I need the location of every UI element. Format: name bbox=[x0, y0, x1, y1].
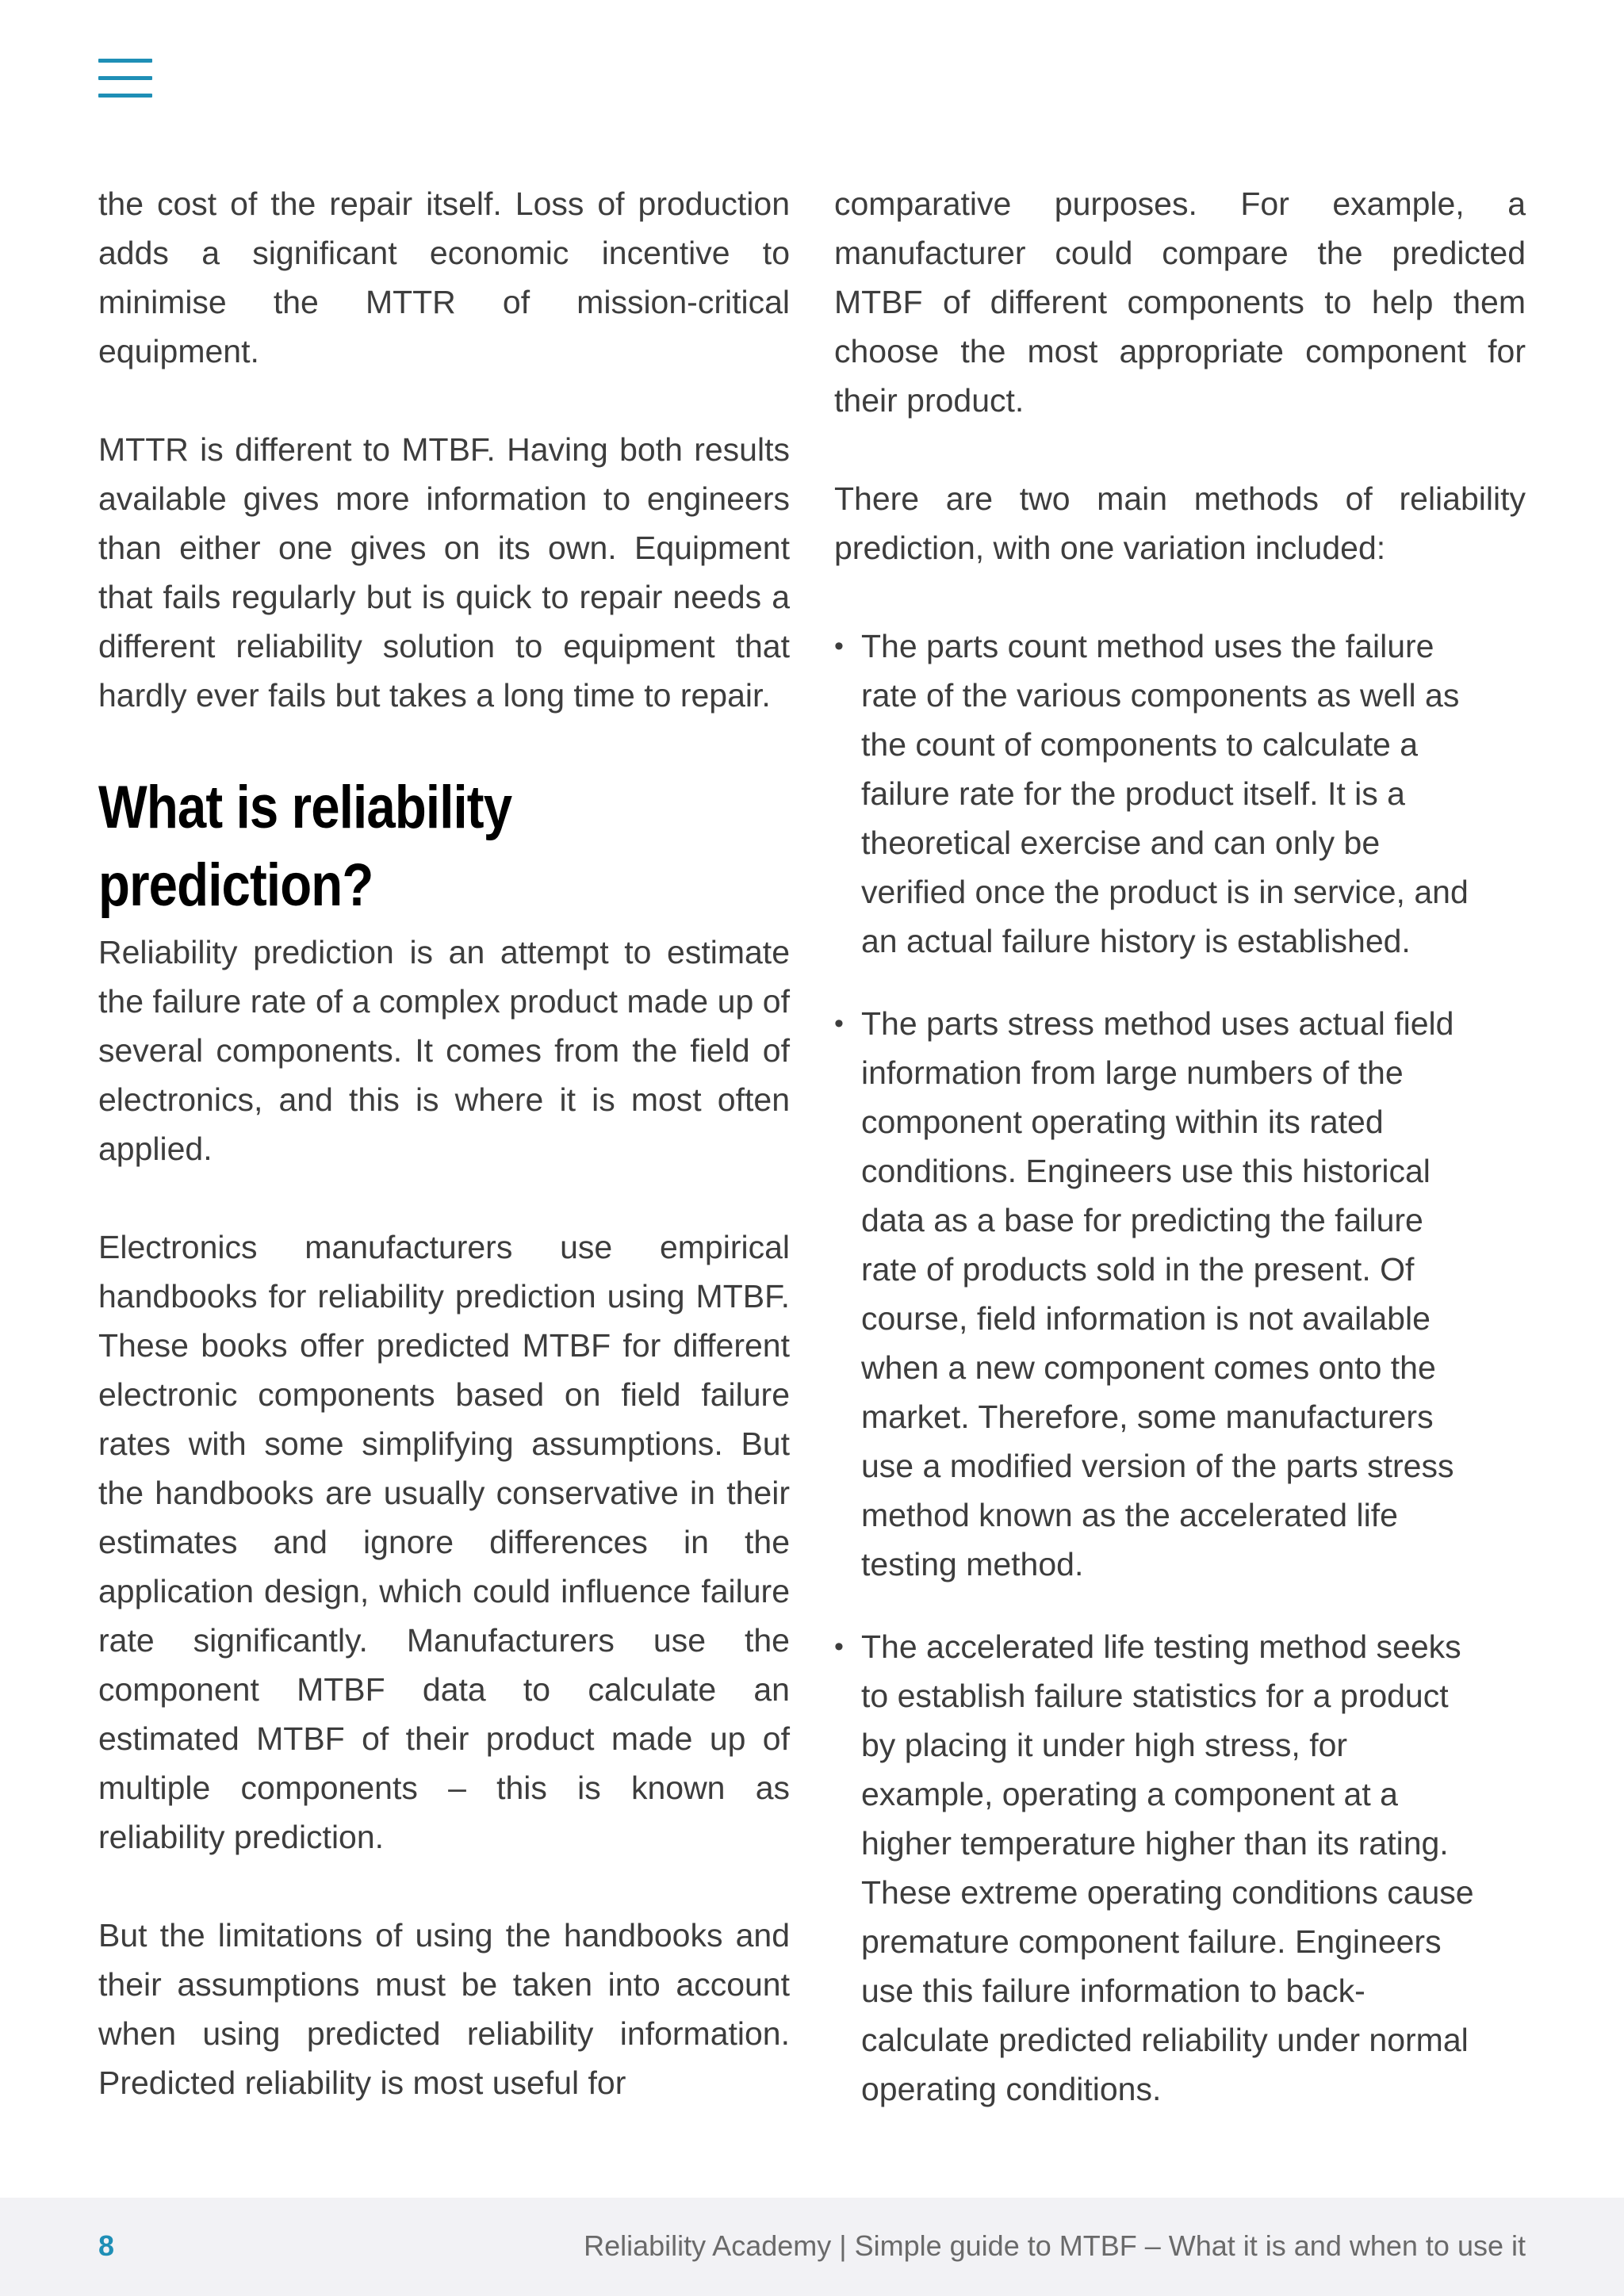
bullet-icon: • bbox=[834, 631, 844, 661]
list-item bbox=[834, 999, 1488, 1589]
section-heading: What is reliability prediction? bbox=[98, 774, 512, 919]
list-item-text: The parts stress method uses actual field information from large numbers of the component operating within its rated conditions. Engineers use this historical data as a base for predicting the failure rate of products sold in the present. Of course, field information is not available when a new component comes onto the market. Therefore, some manufacturers use a modified version of the parts stress method known as the accelerated life testing method. bbox=[861, 1005, 1454, 1582]
page-footer bbox=[0, 2198, 1624, 2296]
paragraph: But the limitations of using the handbooks and their assumptions must be taken into account when using predicted reliability information. Predicted reliability is most useful for bbox=[98, 1917, 790, 2101]
paragraph: Reliability prediction is an attempt to estimate the failure rate of a complex product made up of several components. It comes from the field of electronics, and this is where it is most often applied. bbox=[98, 934, 790, 1167]
paragraph: There are two main methods of reliability prediction, with one variation included: bbox=[834, 480, 1526, 566]
paragraph: comparative purposes. For example, a manufacturer could compare the predicted MTBF of different components to help them choose the most appropriate component for their product. bbox=[834, 186, 1526, 419]
menu-bar bbox=[98, 76, 152, 80]
menu-bar bbox=[98, 59, 152, 63]
bullet-icon: • bbox=[834, 1008, 844, 1039]
left-column bbox=[98, 179, 790, 2156]
footer-title: Reliability Academy | Simple guide to MTBF – What it is and when to use it bbox=[584, 2229, 1526, 2262]
list-item-text: The parts count method uses the failure rate of the various components as well as the count of components to calculate a failure rate for the product itself. It is a theoretical exercise and can only be verified once the product is in service, and an actual failure history is established. bbox=[861, 628, 1469, 959]
list-item-text: The accelerated life testing method seeks to establish failure statistics for a product by placing it under high stress, for example, operating a component at a higher temperature higher than its rating. These extreme operating conditions cause premature component failure. Engineers use this failure information to back-calculate predicted reliability under normal operating conditions. bbox=[861, 1628, 1474, 2107]
section-heading-wrap bbox=[98, 769, 790, 928]
hamburger-menu-icon[interactable] bbox=[98, 59, 152, 98]
menu-bar bbox=[98, 94, 152, 98]
right-column bbox=[834, 179, 1526, 2147]
paragraph: MTTR is different to MTBF. Having both results available gives more information to engineers than either one gives on its own. Equipment that fails regularly but is quick to repair needs a different reliability solution to equipment that hardly ever fails but takes a long time to repair. bbox=[98, 431, 790, 714]
paragraph: the cost of the repair itself. Loss of production adds a significant economic incentive to minimise the MTTR of mission-critical equipment. bbox=[98, 186, 790, 369]
methods-list bbox=[834, 622, 1526, 2114]
page-number: 8 bbox=[98, 2229, 115, 2262]
list-item bbox=[834, 622, 1488, 966]
paragraph: Electronics manufacturers use empirical handbooks for reliability prediction using MTBF. These books offer predicted MTBF for different electronic components based on field failure rates with some simplifying assumptions. But the handbooks are usually conservative in their estimates and ignore differences in the application design, which could influence failure rate significantly. Manufacturers use the component MTBF data to calculate an estimated MTBF of their product made up of multiple components – this is known as reliability prediction. bbox=[98, 1229, 790, 1855]
bullet-icon: • bbox=[834, 1632, 844, 1662]
list-item bbox=[834, 1622, 1488, 2114]
